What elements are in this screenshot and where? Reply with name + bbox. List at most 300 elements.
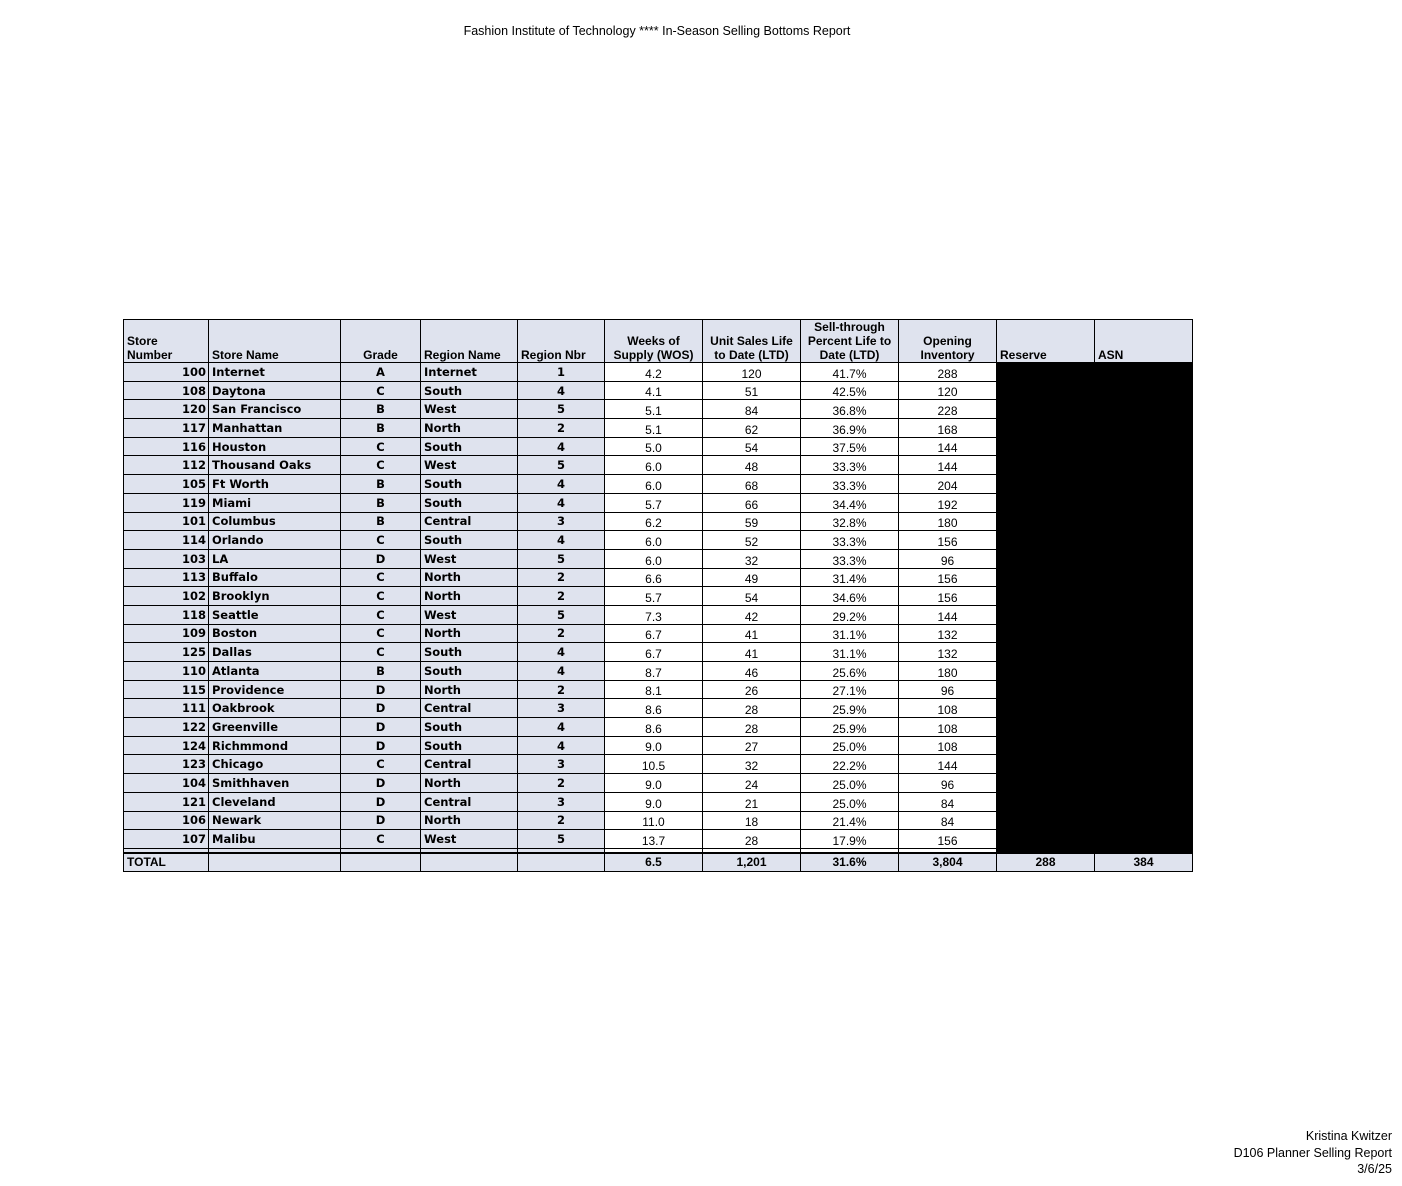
reserve-cell-redacted — [997, 437, 1095, 456]
opening-inventory-cell: 156 — [899, 830, 997, 849]
asn-cell-redacted — [1095, 400, 1193, 419]
region-nbr-cell: 4 — [518, 437, 605, 456]
table-row — [124, 381, 1193, 400]
wos-cell: 6.0 — [605, 549, 703, 568]
sell-through-cell: 31.1% — [801, 624, 899, 643]
total-row — [124, 853, 1193, 872]
asn-cell-redacted — [1095, 830, 1193, 849]
store-number-cell: 100 — [124, 363, 209, 382]
header-unit-sales: Unit Sales Life to Date (LTD) — [703, 320, 801, 363]
store-number-cell: 111 — [124, 699, 209, 718]
unit-sales-cell: 46 — [703, 662, 801, 681]
store-name-cell: Cleveland — [209, 792, 341, 811]
sell-through-cell: 41.7% — [801, 363, 899, 382]
sell-through-cell: 33.3% — [801, 531, 899, 550]
reserve-cell-redacted — [997, 643, 1095, 662]
grade-cell: B — [341, 475, 421, 494]
region-nbr-cell: 2 — [518, 419, 605, 438]
footer-report-name: D106 Planner Selling Report — [1233, 1145, 1392, 1160]
table-row — [124, 755, 1193, 774]
wos-cell: 6.0 — [605, 456, 703, 475]
total-reserve: 288 — [997, 853, 1095, 872]
region-name-cell: South — [421, 718, 518, 737]
region-nbr-cell: 2 — [518, 587, 605, 606]
opening-inventory-cell: 180 — [899, 512, 997, 531]
asn-cell-redacted — [1095, 419, 1193, 438]
reserve-cell-redacted — [997, 400, 1095, 419]
grade-cell: C — [341, 381, 421, 400]
sell-through-cell: 37.5% — [801, 437, 899, 456]
header-region-name: Region Name — [421, 320, 518, 363]
wos-cell: 5.7 — [605, 493, 703, 512]
grade-cell: C — [341, 624, 421, 643]
table-row — [124, 643, 1193, 662]
asn-cell-redacted — [1095, 512, 1193, 531]
region-nbr-cell: 2 — [518, 568, 605, 587]
sell-through-cell: 34.4% — [801, 493, 899, 512]
table-row — [124, 811, 1193, 830]
header-row — [124, 320, 1193, 363]
sell-through-cell: 31.1% — [801, 643, 899, 662]
unit-sales-cell: 21 — [703, 792, 801, 811]
region-nbr-cell: 5 — [518, 456, 605, 475]
opening-inventory-cell: 168 — [899, 419, 997, 438]
asn-cell-redacted — [1095, 643, 1193, 662]
wos-cell: 6.0 — [605, 475, 703, 494]
store-name-cell: Columbus — [209, 512, 341, 531]
opening-inventory-cell: 96 — [899, 774, 997, 793]
sell-through-cell: 33.3% — [801, 456, 899, 475]
unit-sales-cell: 54 — [703, 437, 801, 456]
unit-sales-cell: 51 — [703, 381, 801, 400]
region-name-cell: West — [421, 549, 518, 568]
region-name-cell: West — [421, 400, 518, 419]
asn-cell-redacted — [1095, 493, 1193, 512]
header-store-number: Store Number — [124, 320, 209, 363]
wos-cell: 9.0 — [605, 774, 703, 793]
sell-through-cell: 21.4% — [801, 811, 899, 830]
opening-inventory-cell: 180 — [899, 662, 997, 681]
region-name-cell: Central — [421, 699, 518, 718]
region-nbr-cell: 5 — [518, 549, 605, 568]
region-nbr-cell: 4 — [518, 662, 605, 681]
region-nbr-cell: 2 — [518, 811, 605, 830]
region-nbr-cell: 4 — [518, 531, 605, 550]
region-nbr-cell: 4 — [518, 475, 605, 494]
opening-inventory-cell: 156 — [899, 587, 997, 606]
opening-inventory-cell: 144 — [899, 456, 997, 475]
reserve-cell-redacted — [997, 624, 1095, 643]
sell-through-cell: 36.8% — [801, 400, 899, 419]
header-asn: ASN — [1095, 320, 1193, 363]
opening-inventory-cell: 120 — [899, 381, 997, 400]
store-number-cell: 117 — [124, 419, 209, 438]
table-row — [124, 718, 1193, 737]
sell-through-cell: 36.9% — [801, 419, 899, 438]
sell-through-cell: 22.2% — [801, 755, 899, 774]
opening-inventory-cell: 132 — [899, 624, 997, 643]
store-number-cell: 101 — [124, 512, 209, 531]
wos-cell: 11.0 — [605, 811, 703, 830]
region-nbr-cell: 3 — [518, 699, 605, 718]
reserve-cell-redacted — [997, 792, 1095, 811]
store-name-cell: Internet — [209, 363, 341, 382]
store-number-cell: 118 — [124, 605, 209, 624]
store-name-cell: Orlando — [209, 531, 341, 550]
asn-cell-redacted — [1095, 568, 1193, 587]
store-number-cell: 124 — [124, 736, 209, 755]
unit-sales-cell: 27 — [703, 736, 801, 755]
region-name-cell: North — [421, 568, 518, 587]
asn-cell-redacted — [1095, 736, 1193, 755]
grade-cell: C — [341, 643, 421, 662]
unit-sales-cell: 54 — [703, 587, 801, 606]
table-row — [124, 605, 1193, 624]
unit-sales-cell: 24 — [703, 774, 801, 793]
store-number-cell: 122 — [124, 718, 209, 737]
asn-cell-redacted — [1095, 437, 1193, 456]
grade-cell: B — [341, 662, 421, 681]
region-nbr-cell: 4 — [518, 736, 605, 755]
region-name-cell: West — [421, 605, 518, 624]
grade-cell: D — [341, 680, 421, 699]
region-name-cell: North — [421, 624, 518, 643]
region-nbr-cell: 5 — [518, 605, 605, 624]
unit-sales-cell: 52 — [703, 531, 801, 550]
reserve-cell-redacted — [997, 587, 1095, 606]
sell-through-cell: 42.5% — [801, 381, 899, 400]
reserve-cell-redacted — [997, 718, 1095, 737]
grade-cell: B — [341, 512, 421, 531]
region-nbr-cell: 4 — [518, 381, 605, 400]
region-nbr-cell: 5 — [518, 830, 605, 849]
region-name-cell: Internet — [421, 363, 518, 382]
asn-cell-redacted — [1095, 475, 1193, 494]
wos-cell: 9.0 — [605, 736, 703, 755]
grade-cell: D — [341, 549, 421, 568]
opening-inventory-cell: 144 — [899, 605, 997, 624]
table-row — [124, 493, 1193, 512]
store-number-cell: 113 — [124, 568, 209, 587]
store-number-cell: 119 — [124, 493, 209, 512]
table-row — [124, 680, 1193, 699]
asn-cell-redacted — [1095, 531, 1193, 550]
table-row — [124, 662, 1193, 681]
region-nbr-cell: 3 — [518, 755, 605, 774]
grade-cell: C — [341, 437, 421, 456]
region-name-cell: South — [421, 493, 518, 512]
unit-sales-cell: 28 — [703, 718, 801, 737]
sell-through-cell: 34.6% — [801, 587, 899, 606]
asn-cell-redacted — [1095, 774, 1193, 793]
wos-cell: 6.2 — [605, 512, 703, 531]
region-name-cell: North — [421, 811, 518, 830]
unit-sales-cell: 48 — [703, 456, 801, 475]
asn-cell-redacted — [1095, 605, 1193, 624]
store-report-table — [123, 319, 1193, 872]
store-number-cell: 106 — [124, 811, 209, 830]
report-body — [124, 363, 1193, 849]
asn-cell-redacted — [1095, 662, 1193, 681]
store-number-cell: 110 — [124, 662, 209, 681]
region-nbr-cell: 4 — [518, 718, 605, 737]
store-number-cell: 102 — [124, 587, 209, 606]
store-number-cell: 105 — [124, 475, 209, 494]
table-row — [124, 774, 1193, 793]
store-name-cell: Ft Worth — [209, 475, 341, 494]
store-number-cell: 116 — [124, 437, 209, 456]
unit-sales-cell: 62 — [703, 419, 801, 438]
table-row — [124, 419, 1193, 438]
table-row — [124, 437, 1193, 456]
asn-cell-redacted — [1095, 363, 1193, 382]
opening-inventory-cell: 144 — [899, 755, 997, 774]
grade-cell: B — [341, 400, 421, 419]
table-row — [124, 699, 1193, 718]
sell-through-cell: 31.4% — [801, 568, 899, 587]
region-name-cell: West — [421, 830, 518, 849]
total-sell-through: 31.6% — [801, 853, 899, 872]
store-name-cell: Chicago — [209, 755, 341, 774]
reserve-cell-redacted — [997, 662, 1095, 681]
total-unit-sales: 1,201 — [703, 853, 801, 872]
wos-cell: 5.0 — [605, 437, 703, 456]
asn-cell-redacted — [1095, 811, 1193, 830]
reserve-cell-redacted — [997, 363, 1095, 382]
region-name-cell: North — [421, 680, 518, 699]
store-name-cell: LA — [209, 549, 341, 568]
grade-cell: D — [341, 774, 421, 793]
table-row — [124, 736, 1193, 755]
table-row — [124, 549, 1193, 568]
grade-cell: C — [341, 830, 421, 849]
region-name-cell: Central — [421, 792, 518, 811]
store-name-cell: Daytona — [209, 381, 341, 400]
reserve-cell-redacted — [997, 512, 1095, 531]
opening-inventory-cell: 108 — [899, 736, 997, 755]
table-row — [124, 531, 1193, 550]
region-name-cell: South — [421, 662, 518, 681]
opening-inventory-cell: 84 — [899, 792, 997, 811]
asn-cell-redacted — [1095, 755, 1193, 774]
store-name-cell: Houston — [209, 437, 341, 456]
header-sell-through: Sell-through Percent Life to Date (LTD) — [801, 320, 899, 363]
asn-cell-redacted — [1095, 680, 1193, 699]
grade-cell: D — [341, 811, 421, 830]
footer-author: Kristina Kwitzer — [1305, 1129, 1392, 1143]
table-row — [124, 587, 1193, 606]
table-row — [124, 792, 1193, 811]
store-name-cell: Thousand Oaks — [209, 456, 341, 475]
reserve-cell-redacted — [997, 531, 1095, 550]
sell-through-cell: 32.8% — [801, 512, 899, 531]
table-row — [124, 512, 1193, 531]
reserve-cell-redacted — [997, 549, 1095, 568]
region-nbr-cell: 4 — [518, 493, 605, 512]
wos-cell: 8.6 — [605, 699, 703, 718]
asn-cell-redacted — [1095, 792, 1193, 811]
store-number-cell: 108 — [124, 381, 209, 400]
sell-through-cell: 25.9% — [801, 718, 899, 737]
table-row — [124, 363, 1193, 382]
sell-through-cell: 33.3% — [801, 549, 899, 568]
store-name-cell: Richmmond — [209, 736, 341, 755]
store-name-cell: Oakbrook — [209, 699, 341, 718]
region-name-cell: South — [421, 475, 518, 494]
unit-sales-cell: 49 — [703, 568, 801, 587]
region-name-cell: North — [421, 774, 518, 793]
asn-cell-redacted — [1095, 718, 1193, 737]
store-number-cell: 109 — [124, 624, 209, 643]
grade-cell: C — [341, 587, 421, 606]
wos-cell: 6.6 — [605, 568, 703, 587]
reserve-cell-redacted — [997, 811, 1095, 830]
unit-sales-cell: 26 — [703, 680, 801, 699]
sell-through-cell: 25.0% — [801, 736, 899, 755]
opening-inventory-cell: 96 — [899, 680, 997, 699]
wos-cell: 5.1 — [605, 400, 703, 419]
sell-through-cell: 33.3% — [801, 475, 899, 494]
unit-sales-cell: 41 — [703, 643, 801, 662]
reserve-cell-redacted — [997, 493, 1095, 512]
opening-inventory-cell: 108 — [899, 718, 997, 737]
store-number-cell: 107 — [124, 830, 209, 849]
opening-inventory-cell: 204 — [899, 475, 997, 494]
store-name-cell: Greenville — [209, 718, 341, 737]
unit-sales-cell: 66 — [703, 493, 801, 512]
unit-sales-cell: 59 — [703, 512, 801, 531]
opening-inventory-cell: 144 — [899, 437, 997, 456]
grade-cell: C — [341, 755, 421, 774]
region-name-cell: South — [421, 736, 518, 755]
table-row — [124, 400, 1193, 419]
wos-cell: 6.7 — [605, 643, 703, 662]
store-number-cell: 120 — [124, 400, 209, 419]
header-reserve: Reserve — [997, 320, 1095, 363]
region-name-cell: West — [421, 456, 518, 475]
store-name-cell: San Francisco — [209, 400, 341, 419]
sell-through-cell: 25.6% — [801, 662, 899, 681]
region-name-cell: South — [421, 437, 518, 456]
reserve-cell-redacted — [997, 419, 1095, 438]
unit-sales-cell: 41 — [703, 624, 801, 643]
wos-cell: 5.1 — [605, 419, 703, 438]
region-name-cell: Central — [421, 512, 518, 531]
header-opening-inventory: Opening Inventory — [899, 320, 997, 363]
store-name-cell: Brooklyn — [209, 587, 341, 606]
region-nbr-cell: 2 — [518, 624, 605, 643]
sell-through-cell: 25.0% — [801, 774, 899, 793]
store-number-cell: 125 — [124, 643, 209, 662]
total-opening-inventory: 3,804 — [899, 853, 997, 872]
header-wos: Weeks of Supply (WOS) — [605, 320, 703, 363]
region-nbr-cell: 2 — [518, 774, 605, 793]
grade-cell: C — [341, 456, 421, 475]
store-name-cell: Malibu — [209, 830, 341, 849]
region-nbr-cell: 3 — [518, 512, 605, 531]
region-nbr-cell: 2 — [518, 680, 605, 699]
footer-date: 3/6/25 — [1357, 1162, 1392, 1176]
reserve-cell-redacted — [997, 568, 1095, 587]
header-region-nbr: Region Nbr — [518, 320, 605, 363]
opening-inventory-cell: 288 — [899, 363, 997, 382]
sell-through-cell: 17.9% — [801, 830, 899, 849]
region-name-cell: North — [421, 419, 518, 438]
sell-through-cell: 25.9% — [801, 699, 899, 718]
opening-inventory-cell: 156 — [899, 531, 997, 550]
region-nbr-cell: 4 — [518, 643, 605, 662]
reserve-cell-redacted — [997, 381, 1095, 400]
region-name-cell: South — [421, 643, 518, 662]
grade-cell: D — [341, 718, 421, 737]
wos-cell: 4.2 — [605, 363, 703, 382]
store-number-cell: 121 — [124, 792, 209, 811]
asn-cell-redacted — [1095, 549, 1193, 568]
sell-through-cell: 29.2% — [801, 605, 899, 624]
wos-cell: 8.7 — [605, 662, 703, 681]
reserve-cell-redacted — [997, 830, 1095, 849]
asn-cell-redacted — [1095, 699, 1193, 718]
grade-cell: D — [341, 736, 421, 755]
opening-inventory-cell: 228 — [899, 400, 997, 419]
report-title: Fashion Institute of Technology **** In-Season Selling Bottoms Report — [463, 24, 851, 38]
wos-cell: 6.7 — [605, 624, 703, 643]
store-number-cell: 115 — [124, 680, 209, 699]
wos-cell: 5.7 — [605, 587, 703, 606]
reserve-cell-redacted — [997, 605, 1095, 624]
asn-cell-redacted — [1095, 624, 1193, 643]
wos-cell: 7.3 — [605, 605, 703, 624]
reserve-cell-redacted — [997, 736, 1095, 755]
grade-cell: A — [341, 363, 421, 382]
wos-cell: 9.0 — [605, 792, 703, 811]
unit-sales-cell: 42 — [703, 605, 801, 624]
grade-cell: C — [341, 605, 421, 624]
store-name-cell: Seattle — [209, 605, 341, 624]
region-name-cell: South — [421, 381, 518, 400]
unit-sales-cell: 18 — [703, 811, 801, 830]
opening-inventory-cell: 84 — [899, 811, 997, 830]
header-store-name: Store Name — [209, 320, 341, 363]
opening-inventory-cell: 132 — [899, 643, 997, 662]
wos-cell: 13.7 — [605, 830, 703, 849]
reserve-cell-redacted — [997, 475, 1095, 494]
asn-cell-redacted — [1095, 456, 1193, 475]
reserve-cell-redacted — [997, 680, 1095, 699]
asn-cell-redacted — [1095, 381, 1193, 400]
store-name-cell: Providence — [209, 680, 341, 699]
footer — [1234, 1128, 1392, 1178]
region-name-cell: Central — [421, 755, 518, 774]
region-name-cell: North — [421, 587, 518, 606]
reserve-cell-redacted — [997, 774, 1095, 793]
unit-sales-cell: 28 — [703, 699, 801, 718]
header-grade: Grade — [341, 320, 421, 363]
unit-sales-cell: 84 — [703, 400, 801, 419]
sell-through-cell: 25.0% — [801, 792, 899, 811]
opening-inventory-cell: 108 — [899, 699, 997, 718]
store-number-cell: 104 — [124, 774, 209, 793]
store-name-cell: Miami — [209, 493, 341, 512]
unit-sales-cell: 32 — [703, 755, 801, 774]
grade-cell: B — [341, 419, 421, 438]
unit-sales-cell: 120 — [703, 363, 801, 382]
store-number-cell: 114 — [124, 531, 209, 550]
wos-cell: 4.1 — [605, 381, 703, 400]
store-number-cell: 112 — [124, 456, 209, 475]
table-row — [124, 624, 1193, 643]
table-row — [124, 456, 1193, 475]
